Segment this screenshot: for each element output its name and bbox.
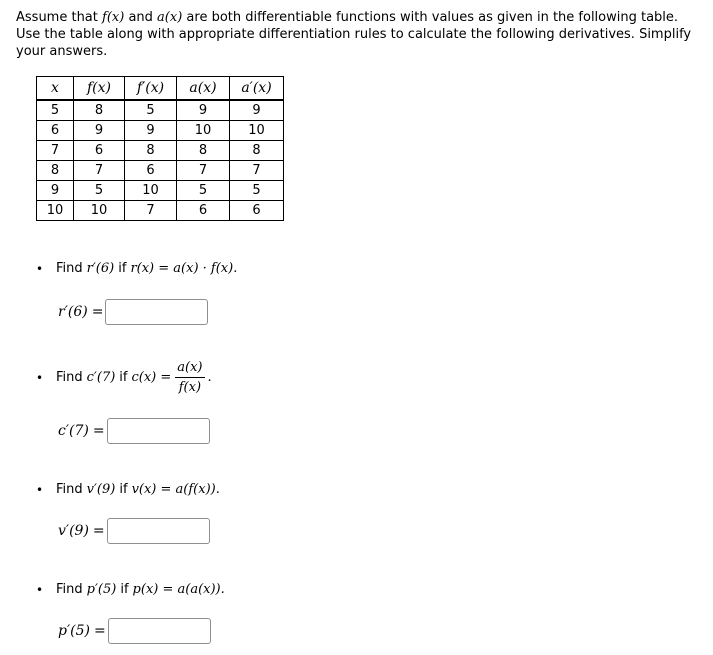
find-label: Find [56, 482, 83, 497]
intro-fx: f(x) [102, 10, 125, 25]
table-cell: 5 [125, 100, 177, 121]
fraction-numerator: a(x) [175, 360, 204, 378]
answer-row-v [58, 518, 210, 544]
if-label: if [119, 482, 128, 497]
find-label: Find [56, 261, 83, 276]
target-expression: p′(5) [86, 582, 117, 597]
target-expression: v′(9) [86, 482, 116, 497]
table-cell: 10 [230, 121, 284, 141]
answer-row-r [58, 299, 208, 325]
table-cell: 10 [177, 121, 230, 141]
table-cell: 9 [37, 181, 74, 201]
answer-input-v[interactable] [107, 518, 210, 544]
answer-row-p [58, 618, 211, 644]
find-label: Find [56, 370, 83, 385]
equals-sign: = [91, 304, 104, 320]
intro-text: and [124, 10, 158, 25]
table-header-row [37, 77, 284, 101]
table-cell: 5 [37, 100, 74, 121]
answer-label: r′(6) [58, 304, 88, 320]
table-cell: 5 [230, 181, 284, 201]
header-x: x [37, 77, 74, 101]
question-r-prime [36, 261, 237, 276]
problem-statement [16, 9, 706, 60]
table-cell: 6 [37, 121, 74, 141]
bullet: • [36, 261, 44, 276]
table-cell: 10 [74, 201, 125, 221]
answer-input-r[interactable] [105, 299, 208, 325]
table-row [37, 201, 284, 221]
answer-input-c[interactable] [107, 418, 210, 444]
table-row [37, 161, 284, 181]
function-definition: r(x) = a(x) · f(x). [130, 261, 238, 276]
table-cell: 6 [230, 201, 284, 221]
header-fprime: f′(x) [125, 77, 177, 101]
table-cell: 7 [125, 201, 177, 221]
table-cell: 8 [125, 141, 177, 161]
if-label: if [119, 370, 128, 385]
question-p-prime [36, 582, 225, 597]
table-cell: 9 [125, 121, 177, 141]
function-definition: v(x) = a(f(x)). [131, 482, 220, 497]
table-cell: 8 [37, 161, 74, 181]
equals-sign: = [92, 523, 105, 539]
header-fx: f(x) [74, 77, 125, 101]
table-cell: 8 [177, 141, 230, 161]
answer-label: v′(9) [58, 523, 89, 539]
table-cell: 8 [230, 141, 284, 161]
header-aprime: a′(x) [230, 77, 284, 101]
intro-text: Assume that [16, 10, 103, 25]
table-row [37, 121, 284, 141]
bullet: • [36, 370, 44, 385]
question-c-prime [36, 360, 212, 395]
table-row [37, 181, 284, 201]
table-cell: 5 [177, 181, 230, 201]
bullet: • [36, 582, 44, 597]
if-label: if [120, 582, 129, 597]
if-label: if [118, 261, 127, 276]
find-label: Find [56, 582, 83, 597]
table-cell: 9 [74, 121, 125, 141]
answer-label: c′(7) [58, 423, 89, 439]
table-row [37, 100, 284, 121]
table-cell: 6 [74, 141, 125, 161]
function-definition: c(x) = [131, 370, 172, 385]
table-cell: 6 [125, 161, 177, 181]
target-expression: c′(7) [86, 370, 116, 385]
answer-input-p[interactable] [108, 618, 211, 644]
target-expression: r′(6) [86, 261, 115, 276]
table-row [37, 141, 284, 161]
table-cell: 6 [177, 201, 230, 221]
intro-text: are both differentiable functions with values as given in the following table. Use the table along with appropriate differentiation rules to calculate the following derivatives. Simplify your answers. [16, 10, 692, 59]
values-table [36, 76, 284, 221]
table-cell: 8 [74, 100, 125, 121]
function-definition: p(x) = a(a(x)). [132, 582, 225, 597]
period: . [207, 370, 212, 385]
fraction-denominator: f(x) [178, 380, 202, 395]
table-cell: 7 [74, 161, 125, 181]
intro-ax: a(x) [157, 10, 183, 25]
table-cell: 7 [177, 161, 230, 181]
table-cell: 9 [177, 100, 230, 121]
table-cell: 10 [37, 201, 74, 221]
table-cell: 7 [37, 141, 74, 161]
table-cell: 10 [125, 181, 177, 201]
table-cell: 9 [230, 100, 284, 121]
fraction [175, 360, 204, 395]
answer-label: p′(5) [58, 623, 90, 639]
equals-sign: = [92, 423, 105, 439]
table-cell: 5 [74, 181, 125, 201]
answer-row-c [58, 418, 210, 444]
bullet: • [36, 482, 44, 497]
table-cell: 7 [230, 161, 284, 181]
question-v-prime [36, 482, 220, 497]
header-ax: a(x) [177, 77, 230, 101]
equals-sign: = [93, 623, 106, 639]
